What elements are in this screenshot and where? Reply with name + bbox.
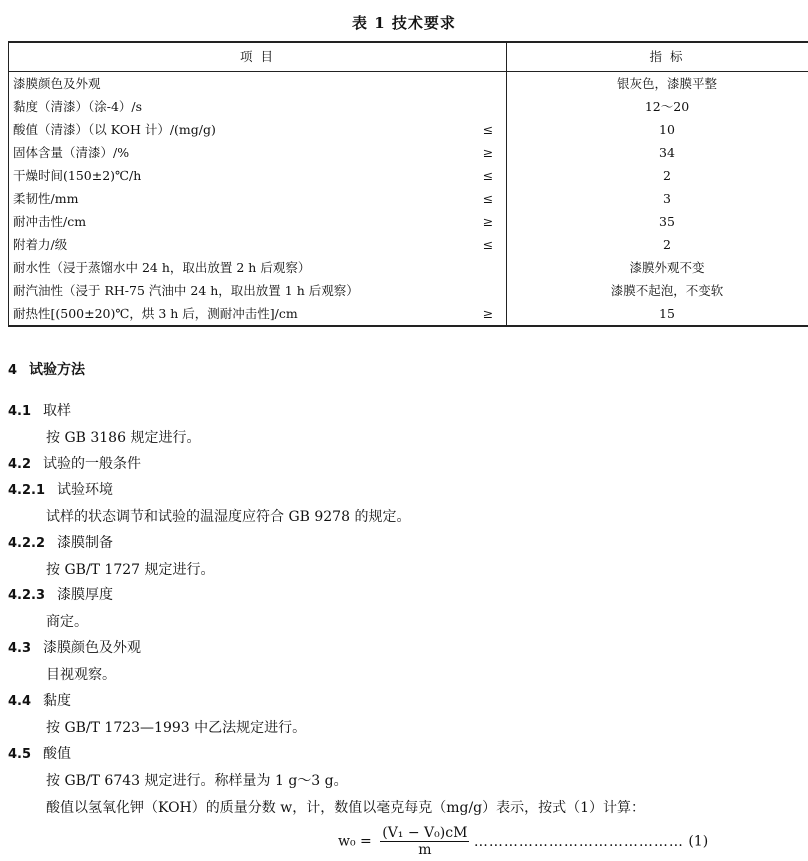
table-row bbox=[9, 164, 808, 187]
row-item: 漆膜颜色及外观 bbox=[9, 72, 471, 96]
row-relation: ≥ bbox=[470, 302, 507, 326]
row-relation: ≤ bbox=[470, 118, 507, 141]
row-relation: ≤ bbox=[470, 233, 507, 256]
section-title: 酸值 bbox=[43, 746, 72, 762]
row-value: 2 bbox=[507, 233, 808, 256]
formula-1 bbox=[338, 825, 708, 858]
formula-denominator: m bbox=[418, 842, 432, 858]
row-value: 10 bbox=[507, 118, 808, 141]
section-number: 4 bbox=[8, 363, 18, 378]
section-text: 酸值以氢氧化钾（KOH）的质量分数 w，计，数值以毫克每克（mg/g）表示，按式（1）计算： bbox=[46, 800, 646, 816]
section-heading-4-2-1 bbox=[8, 479, 113, 499]
table-row bbox=[9, 187, 808, 210]
row-item: 固体含量（清漆）/% bbox=[9, 141, 471, 164]
row-item: 耐汽油性（浸于 RH-75 汽油中 24 h，取出放置 1 h 后观察） bbox=[9, 279, 471, 302]
section-number: 4.4 bbox=[8, 694, 32, 709]
row-item: 干燥时间(150±2)℃/h bbox=[9, 164, 471, 187]
row-value: 15 bbox=[507, 302, 808, 326]
row-value: 银灰色，漆膜平整 bbox=[507, 72, 808, 96]
section-heading-4-4 bbox=[8, 690, 71, 710]
table-row bbox=[9, 279, 808, 302]
formula-numerator: (V₁ − V₀)cM bbox=[382, 825, 468, 841]
header-value: 指 标 bbox=[507, 42, 808, 72]
section-number: 4.1 bbox=[8, 404, 32, 419]
row-item: 酸值（清漆）（以 KOH 计）/(mg/g) bbox=[9, 118, 471, 141]
row-value: 3 bbox=[507, 187, 808, 210]
section-title: 试验方法 bbox=[29, 362, 86, 378]
section-heading-4-3 bbox=[8, 637, 141, 657]
row-relation: ≤ bbox=[470, 164, 507, 187]
table-row bbox=[9, 233, 808, 256]
section-number: 4.2.2 bbox=[8, 536, 46, 551]
table-header-row bbox=[9, 42, 808, 72]
requirements-table bbox=[8, 41, 808, 327]
section-number: 4.2.1 bbox=[8, 483, 46, 498]
formula-number: (1) bbox=[688, 833, 709, 850]
row-item: 耐热性[(500±20)℃，烘 3 h 后，测耐冲击性]/cm bbox=[9, 302, 471, 326]
section-heading-4-2-2 bbox=[8, 532, 113, 552]
row-value: 12～20 bbox=[507, 95, 808, 118]
formula-leader-dots: …………………………………… bbox=[473, 833, 684, 850]
section-text: 按 GB/T 6743 规定进行。称样量为 1 g～3 g。 bbox=[46, 773, 348, 789]
header-item: 项 目 bbox=[9, 42, 507, 72]
formula-lhs: w₀ = bbox=[338, 833, 372, 850]
section-heading-4-1 bbox=[8, 400, 71, 420]
row-item: 耐冲击性/cm bbox=[9, 210, 471, 233]
row-relation: ≤ bbox=[470, 187, 507, 210]
row-value: 34 bbox=[507, 141, 808, 164]
table-row bbox=[9, 256, 808, 279]
section-title: 取样 bbox=[43, 403, 72, 419]
section-title: 试验环境 bbox=[57, 482, 114, 498]
section-heading-4-5 bbox=[8, 743, 71, 763]
row-relation bbox=[470, 279, 507, 302]
section-number: 4.3 bbox=[8, 641, 32, 656]
section-text: 商定。 bbox=[46, 614, 88, 630]
section-heading-4 bbox=[8, 359, 85, 379]
row-value: 35 bbox=[507, 210, 808, 233]
section-text: 按 GB/T 1727 规定进行。 bbox=[46, 562, 215, 578]
row-value: 2 bbox=[507, 164, 808, 187]
section-heading-4-2 bbox=[8, 453, 141, 473]
table-row bbox=[9, 118, 808, 141]
section-title: 漆膜厚度 bbox=[57, 587, 114, 603]
row-value: 漆膜不起泡，不变软 bbox=[507, 279, 808, 302]
section-title: 漆膜制备 bbox=[57, 535, 114, 551]
row-relation: ≥ bbox=[470, 210, 507, 233]
table-row bbox=[9, 210, 808, 233]
row-item: 柔韧性/mm bbox=[9, 187, 471, 210]
section-title: 漆膜颜色及外观 bbox=[43, 640, 142, 656]
row-relation bbox=[470, 72, 507, 96]
row-relation: ≥ bbox=[470, 141, 507, 164]
row-item: 附着力/级 bbox=[9, 233, 471, 256]
formula-fraction bbox=[380, 825, 469, 858]
section-text: 试样的状态调节和试验的温湿度应符合 GB 9278 的规定。 bbox=[46, 509, 411, 525]
section-text: 按 GB/T 1723—1993 中乙法规定进行。 bbox=[46, 720, 307, 736]
section-title: 黏度 bbox=[43, 693, 72, 709]
table-row bbox=[9, 141, 808, 164]
row-item: 黏度（清漆）（涂-4）/s bbox=[9, 95, 471, 118]
section-title: 试验的一般条件 bbox=[43, 456, 142, 472]
row-relation bbox=[470, 95, 507, 118]
section-number: 4.2.3 bbox=[8, 588, 46, 603]
table-row bbox=[9, 72, 808, 96]
section-heading-4-2-3 bbox=[8, 584, 113, 604]
row-relation bbox=[470, 256, 507, 279]
section-number: 4.2 bbox=[8, 457, 32, 472]
table-caption: 表 1 技术要求 bbox=[352, 14, 456, 32]
table-row bbox=[9, 302, 808, 326]
section-text: 按 GB 3186 规定进行。 bbox=[46, 430, 201, 446]
row-value: 漆膜外观不变 bbox=[507, 256, 808, 279]
section-number: 4.5 bbox=[8, 747, 32, 762]
section-text: 目视观察。 bbox=[46, 667, 116, 683]
row-item: 耐水性（浸于蒸馏水中 24 h，取出放置 2 h 后观察） bbox=[9, 256, 471, 279]
table-row bbox=[9, 95, 808, 118]
